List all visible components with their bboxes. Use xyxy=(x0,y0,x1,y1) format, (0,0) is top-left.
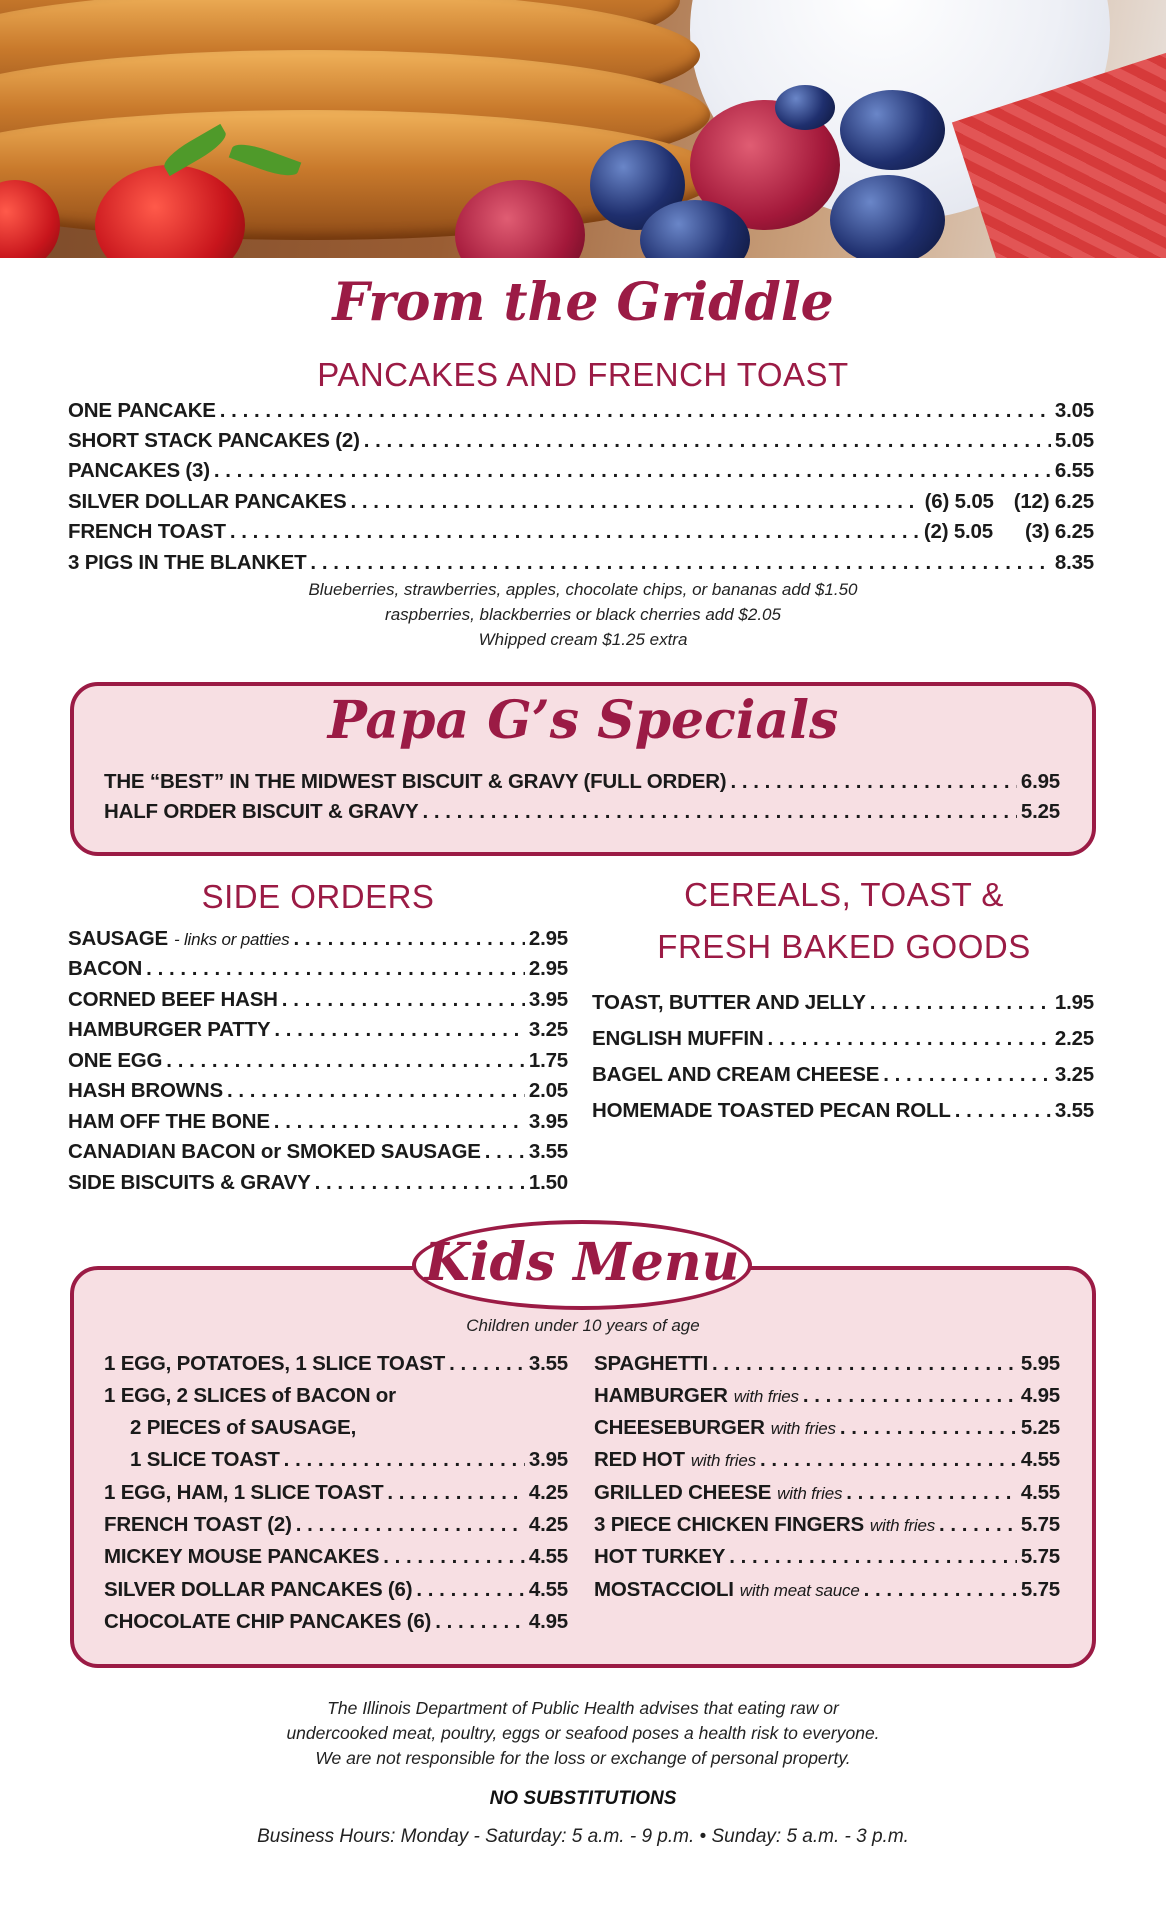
menu-item: GRILLED CHEESE with fries . . . 4.55 xyxy=(594,1483,1060,1504)
menu-item: CORNED BEEF HASH . . . 3.95 xyxy=(68,990,568,1011)
kids-age-note: Children under 10 years of age xyxy=(466,1316,700,1335)
pancakes-heading: PANCAKES AND FRENCH TOAST xyxy=(317,356,849,393)
menu-item: HAMBURGER PATTY . . . 3.25 xyxy=(68,1020,568,1041)
side-orders-heading: SIDE ORDERS xyxy=(201,878,435,915)
hero-photo-pancakes xyxy=(0,0,1166,258)
menu-item: CHEESEBURGER with fries . . . 5.25 xyxy=(594,1418,1060,1439)
menu-item: 3 PIGS IN THE BLANKET . . . 8.35 xyxy=(68,553,1094,574)
menu-item: RED HOT with fries . . . 4.55 xyxy=(594,1450,1060,1471)
menu-item: FRENCH TOAST (2) . . . 4.25 xyxy=(104,1515,568,1536)
no-substitutions: NO SUBSTITUTIONS xyxy=(489,1788,677,1809)
menu-item: THE “BEST” IN THE MIDWEST BISCUIT & GRAVY (FULL ORDER) . . . 6.95 xyxy=(104,772,1060,793)
menu-item: FRENCH TOAST . . . (2) 5.05 (3) 6.25 xyxy=(68,522,1094,543)
health-advisory: We are not responsible for the loss or exchange of personal property. xyxy=(315,1748,851,1768)
menu-item: 1 SLICE TOAST . . . 3.95 xyxy=(130,1450,568,1471)
menu-item: HOT TURKEY . . . 5.75 xyxy=(594,1547,1060,1568)
health-advisory: The Illinois Department of Public Health advises that eating raw or xyxy=(327,1698,839,1718)
cereals-heading-line1: CEREALS, TOAST & xyxy=(684,876,1004,913)
business-hours: Business Hours: Monday - Saturday: 5 a.m. - 9 p.m. • Sunday: 5 a.m. - 3 p.m. xyxy=(257,1826,909,1847)
health-advisory: undercooked meat, poultry, eggs or seafood poses a health risk to everyone. xyxy=(286,1723,880,1743)
menu-item: SIDE BISCUITS & GRAVY . . . 1.50 xyxy=(68,1173,568,1194)
menu-item: PANCAKES (3) . . . 6.55 xyxy=(68,461,1094,482)
menu-item: CHOCOLATE CHIP PANCAKES (6) . . . 4.95 xyxy=(104,1612,568,1633)
toppings-note: raspberries, blackberries or black cherries add $2.05 xyxy=(385,605,781,624)
kids-menu-title: Kids Menu xyxy=(424,1232,740,1293)
menu-item: MICKEY MOUSE PANCAKES . . . 4.55 xyxy=(104,1547,568,1568)
cereals-heading-line2: FRESH BAKED GOODS xyxy=(657,928,1031,965)
menu-item: HOMEMADE TOASTED PECAN ROLL . . . 3.55 xyxy=(592,1101,1094,1122)
specials-title: Papa G’s Specials xyxy=(327,690,839,751)
menu-item: TOAST, BUTTER AND JELLY . . . 1.95 xyxy=(592,993,1094,1014)
menu-item: ONE PANCAKE . . . 3.05 xyxy=(68,401,1094,422)
menu-item: HALF ORDER BISCUIT & GRAVY . . . 5.25 xyxy=(104,802,1060,823)
menu-item: SAUSAGE - links or patties . . . 2.95 xyxy=(68,929,568,950)
menu-item: 1 EGG, HAM, 1 SLICE TOAST . . . 4.25 xyxy=(104,1483,568,1504)
menu-item: MOSTACCIOLI with meat sauce . . . 5.75 xyxy=(594,1580,1060,1601)
menu-item: 1 EGG, POTATOES, 1 SLICE TOAST . . . 3.55 xyxy=(104,1354,568,1375)
toppings-note: Blueberries, strawberries, apples, chocolate chips, or bananas add $1.50 xyxy=(308,580,858,599)
menu-item: HASH BROWNS . . . 2.05 xyxy=(68,1081,568,1102)
menu-item: ENGLISH MUFFIN . . . 2.25 xyxy=(592,1029,1094,1050)
menu-item: SILVER DOLLAR PANCAKES (6) . . . 4.55 xyxy=(104,1580,568,1601)
menu-item: HAMBURGER with fries . . . 4.95 xyxy=(594,1386,1060,1407)
menu-item: 3 PIECE CHICKEN FINGERS with fries . . . 5.75 xyxy=(594,1515,1060,1536)
menu-item: 1 EGG, 2 SLICES of BACON or xyxy=(104,1384,396,1407)
menu-item: SHORT STACK PANCAKES (2) . . . 5.05 xyxy=(68,431,1094,452)
menu-item: CANADIAN BACON or SMOKED SAUSAGE . . . 3.55 xyxy=(68,1142,568,1163)
menu-item: BACON . . . 2.95 xyxy=(68,959,568,980)
menu-item: HAM OFF THE BONE . . . 3.95 xyxy=(68,1112,568,1133)
menu-item: SPAGHETTI . . . 5.95 xyxy=(594,1354,1060,1375)
toppings-note: Whipped cream $1.25 extra xyxy=(478,630,688,649)
griddle-title: From the Griddle xyxy=(332,272,834,333)
menu-item: 2 PIECES of SAUSAGE, xyxy=(130,1416,357,1439)
menu-item: BAGEL AND CREAM CHEESE . . . 3.25 xyxy=(592,1065,1094,1086)
menu-item: ONE EGG . . . 1.75 xyxy=(68,1051,568,1072)
menu-item: SILVER DOLLAR PANCAKES . . . (6) 5.05 (12) 6.25 xyxy=(68,492,1094,513)
